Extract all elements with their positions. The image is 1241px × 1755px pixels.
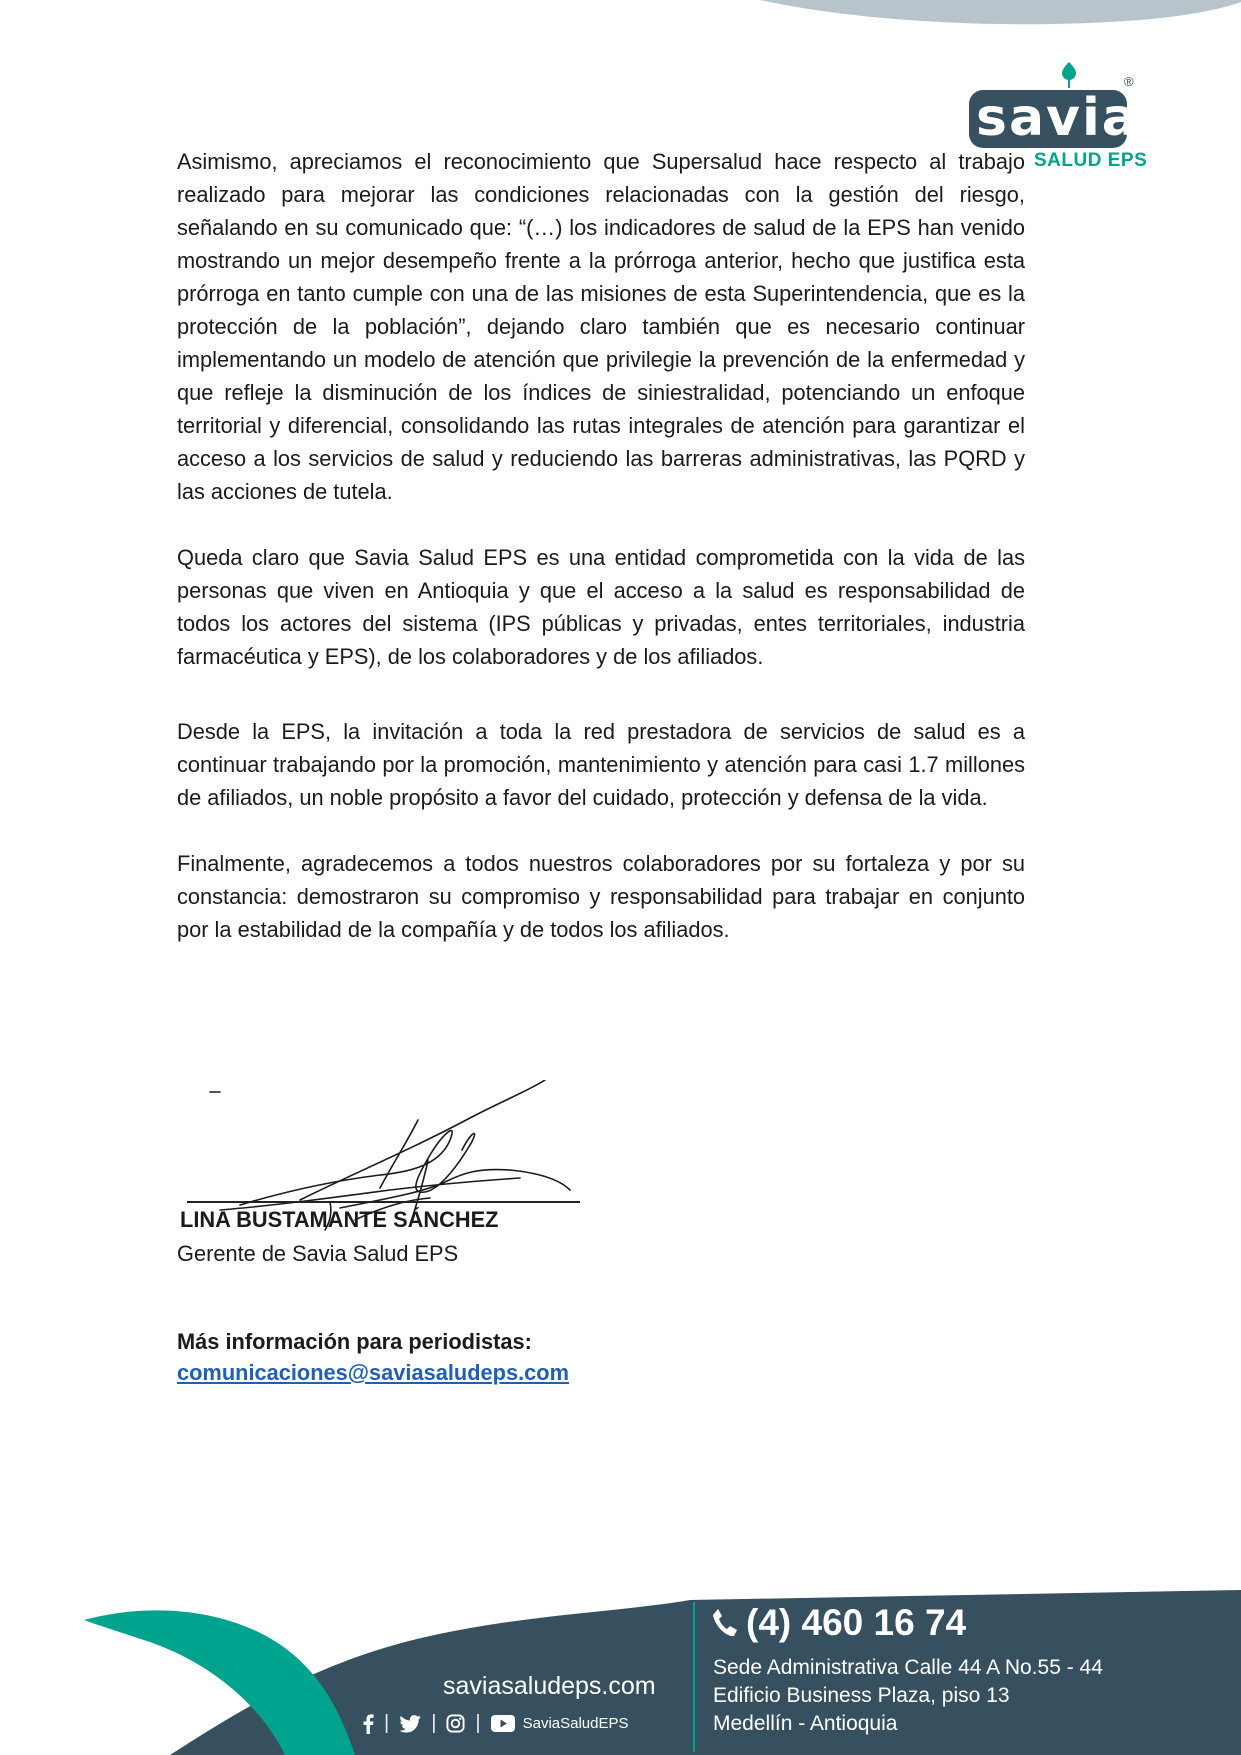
address-line-2: Edificio Business Plaza, piso 13 [713, 1684, 1010, 1707]
letter-body [177, 145, 1025, 979]
paragraph-3: Desde la EPS, la invitación a toda la red prestadora de servicios de salud es a continuar trabajando por la promoción, mantenimiento y atención para casi 1.7 millones de afiliados, un noble propósito a favor del cuidado, protección y defensa de la vida. [177, 719, 1025, 810]
address-line-1: Sede Administrativa Calle 44 A No.55 - 44 [713, 1656, 1103, 1679]
paragraph-1: Asimismo, apreciamos el reconocimiento que Supersalud hace respecto al trabajo realizado para mejorar las condiciones relacionadas con la gestión del riesgo, señalando en su comunicado que: “(…) los indicadores de salud de la EPS han venido mostrando un mejor desempeño frente a la prórroga anterior, hecho que justifica esta prórroga en tanto cumple con una de las misiones de esta Superintendencia, que es la protección de la población”, dejando claro también que es necesario continuar implementando un modelo de atención que privilegie la prevención de la enfermedad y que refleje la disminución de los índices de siniestralidad, potenciando un enfoque territorial y diferencial, consolidando las rutas integrales de atención para garantizar el acceso a los servicios de salud y reduciendo las barreras administrativas, las PQRD y las acciones de tutela. [177, 149, 1025, 504]
footer-website[interactable]: saviasaludeps.com [443, 1672, 656, 1700]
signature-line [187, 1201, 580, 1203]
footer-social-bar [362, 1712, 629, 1735]
address-line-3: Medellín - Antioquia [713, 1712, 898, 1735]
signer-name: LINA BUSTAMANTE SÁNCHEZ [180, 1207, 499, 1232]
registered-mark: ® [1124, 74, 1134, 89]
top-wave-decoration [0, 0, 1241, 40]
footer-divider [693, 1602, 695, 1752]
footer-address [713, 1654, 1103, 1738]
press-info-title: Más información para periodistas: [177, 1329, 532, 1354]
signer-role: Gerente de Savia Salud EPS [177, 1241, 459, 1266]
footer-phone[interactable] [712, 1602, 966, 1644]
paragraph-4: Finalmente, agradecemos a todos nuestros colaboradores por su fortaleza y por su constancia: demostraron su compromiso y responsabilidad para trabajar en conjunto por la estabilidad de la compañía y de todos los afiliados. [177, 851, 1025, 942]
youtube-icon[interactable] [491, 1715, 515, 1732]
phone-number: (4) 460 16 74 [746, 1602, 967, 1643]
social-separator: | [384, 1712, 390, 1734]
facebook-icon[interactable] [362, 1714, 374, 1734]
twitter-icon[interactable] [399, 1715, 421, 1733]
logo-subtitle: SALUD EPS [1034, 150, 1148, 171]
social-handle: SaviaSaludEPS [522, 1715, 629, 1732]
instagram-icon[interactable] [446, 1714, 465, 1733]
social-separator: | [431, 1712, 437, 1734]
press-email-link[interactable]: comunicaciones@saviasaludeps.com [177, 1360, 569, 1385]
social-separator: | [475, 1712, 481, 1734]
phone-icon [712, 1608, 738, 1638]
logo-wordmark: savia [976, 88, 1139, 148]
paragraph-2: Queda claro que Savia Salud EPS es una entidad comprometida con la vida de las personas que viven en Antioquia y que el acceso a la salud es responsabilidad de todos los actores del sistema (IPS públicas y privadas, entes territoriales, industria farmacéutica y EPS), de los colaboradores y de los afiliados. [177, 545, 1025, 669]
logo-drop-icon [1062, 62, 1076, 88]
